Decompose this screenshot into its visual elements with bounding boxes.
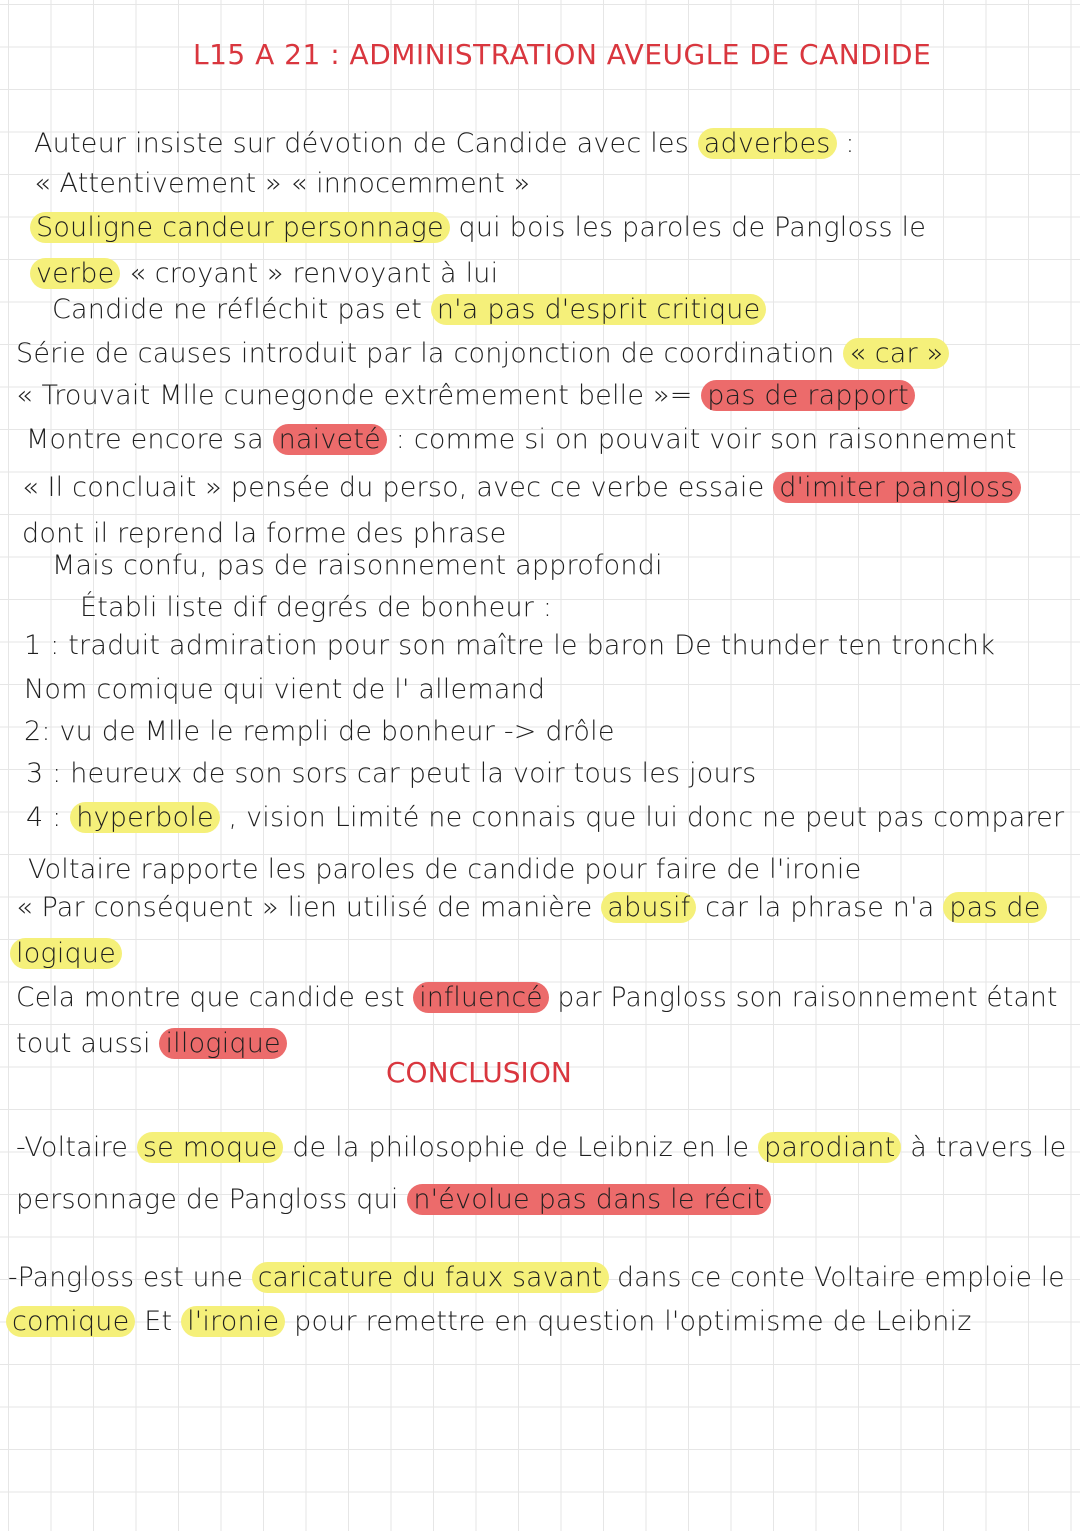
highlight-red: pas de rapport xyxy=(701,380,915,411)
highlight-yellow: « car » xyxy=(843,338,949,369)
note-text: Établi liste dif degrés de bonheur : xyxy=(80,592,553,623)
note-line xyxy=(16,890,1047,926)
note-text: -Voltaire xyxy=(16,1132,137,1163)
note-text: Candide ne réfléchit pas et xyxy=(52,294,431,325)
highlight-yellow: adverbes xyxy=(698,128,837,159)
note-text: car la phrase n'a xyxy=(696,892,944,923)
note-text: : comme si on pouvait voir son raisonnement xyxy=(386,424,1017,455)
highlight-yellow: verbe xyxy=(30,258,120,289)
note-line xyxy=(8,1260,1065,1296)
note-line xyxy=(16,1130,1066,1166)
note-line xyxy=(80,590,552,626)
highlight-yellow: n'a pas d'esprit critique xyxy=(431,294,767,325)
note-text: Nom comique qui vient de l' allemand xyxy=(24,674,546,705)
note-text: Auteur insiste sur dévotion de Candide avec les xyxy=(34,128,698,159)
highlight-yellow: caricature du faux savant xyxy=(252,1262,609,1293)
note-text: 4 : xyxy=(26,802,71,833)
note-line xyxy=(6,1304,972,1340)
highlight-yellow: parodiant xyxy=(758,1132,901,1163)
note-text: dans ce conte Voltaire emploie le xyxy=(608,1262,1065,1293)
highlight-red: naiveté xyxy=(273,424,387,455)
note-line xyxy=(24,714,615,750)
note-line xyxy=(16,336,949,372)
note-line xyxy=(52,292,766,328)
note-line xyxy=(26,756,756,792)
note-text: pour remettre en question l'optimisme de Leibniz xyxy=(285,1306,972,1337)
note-text: de la philosophie de Leibniz en le xyxy=(283,1132,759,1163)
note-text: 1 : traduit admiration pour son maître le baron De thunder ten tronchk xyxy=(24,630,996,661)
note-line xyxy=(34,166,530,202)
highlight-red: influencé xyxy=(413,982,548,1013)
note-line xyxy=(26,800,1064,836)
highlight-yellow: pas de xyxy=(943,892,1046,923)
note-line xyxy=(16,980,1058,1016)
note-text: « Il concluait » pensée du perso, avec ce verbe essaie xyxy=(22,472,774,503)
highlight-yellow: logique xyxy=(10,938,122,969)
note-line xyxy=(24,672,545,708)
note-text: Série de causes introduit par la conjonction de coordination xyxy=(16,338,844,369)
note-line xyxy=(26,422,1017,458)
note-line xyxy=(10,936,122,972)
highlight-yellow: comique xyxy=(6,1306,135,1337)
highlight-red: n'évolue pas dans le récit xyxy=(407,1184,770,1215)
note-text: Mais confu, pas de raisonnement approfondi xyxy=(52,550,663,581)
note-line xyxy=(28,852,861,888)
highlight-yellow: abusif xyxy=(601,892,696,923)
highlight-yellow: Souligne candeur personnage xyxy=(30,212,450,243)
note-line xyxy=(22,470,1021,506)
note-line xyxy=(24,628,995,664)
note-line xyxy=(30,256,498,292)
conclusion-heading: CONCLUSION xyxy=(386,1056,572,1089)
page-title: L15 A 21 : ADMINISTRATION AVEUGLE DE CANDIDE xyxy=(193,38,932,71)
highlight-yellow: hyperbole xyxy=(70,802,220,833)
note-text: , vision Limité ne connais que lui donc ne peut pas comparer xyxy=(219,802,1065,833)
note-line xyxy=(34,126,855,162)
highlight-red: illogique xyxy=(159,1028,286,1059)
note-text: 2: vu de Mlle le rempli de bonheur -> drôle xyxy=(24,716,615,747)
note-text: personnage de Pangloss qui xyxy=(16,1184,408,1215)
note-text: 3 : heureux de son sors car peut la voir tous les jours xyxy=(26,758,757,789)
note-text: « Par conséquent » lien utilisé de manière xyxy=(16,892,602,923)
note-text: « croyant » renvoyant à lui xyxy=(120,258,499,289)
note-line xyxy=(52,548,663,584)
note-text: par Pangloss son raisonnement étant xyxy=(548,982,1058,1013)
note-text: « Trouvait Mlle cunegonde extrêmement belle »= xyxy=(16,380,702,411)
note-text: « Attentivement » « innocemment » xyxy=(34,168,531,199)
highlight-yellow: l'ironie xyxy=(181,1306,285,1337)
note-line xyxy=(30,210,926,246)
note-text: qui bois les paroles de Pangloss le xyxy=(449,212,927,243)
note-text: dont il reprend la forme des phrase xyxy=(22,518,507,549)
note-text: à travers le xyxy=(901,1132,1067,1163)
note-line xyxy=(16,1182,771,1218)
note-text: -Pangloss est une xyxy=(8,1262,252,1293)
note-line xyxy=(22,516,506,552)
note-text: tout aussi xyxy=(16,1028,160,1059)
note-text: Montre encore sa xyxy=(26,424,273,455)
note-line xyxy=(16,1026,287,1062)
highlight-red: d'imiter pangloss xyxy=(773,472,1020,503)
note-text: : xyxy=(836,128,855,159)
note-text: Voltaire rapporte les paroles de candide pour faire de l'ironie xyxy=(28,854,862,885)
highlight-yellow: se moque xyxy=(137,1132,284,1163)
note-text: Et xyxy=(135,1306,182,1337)
note-line xyxy=(16,378,915,414)
note-text: Cela montre que candide est xyxy=(16,982,414,1013)
